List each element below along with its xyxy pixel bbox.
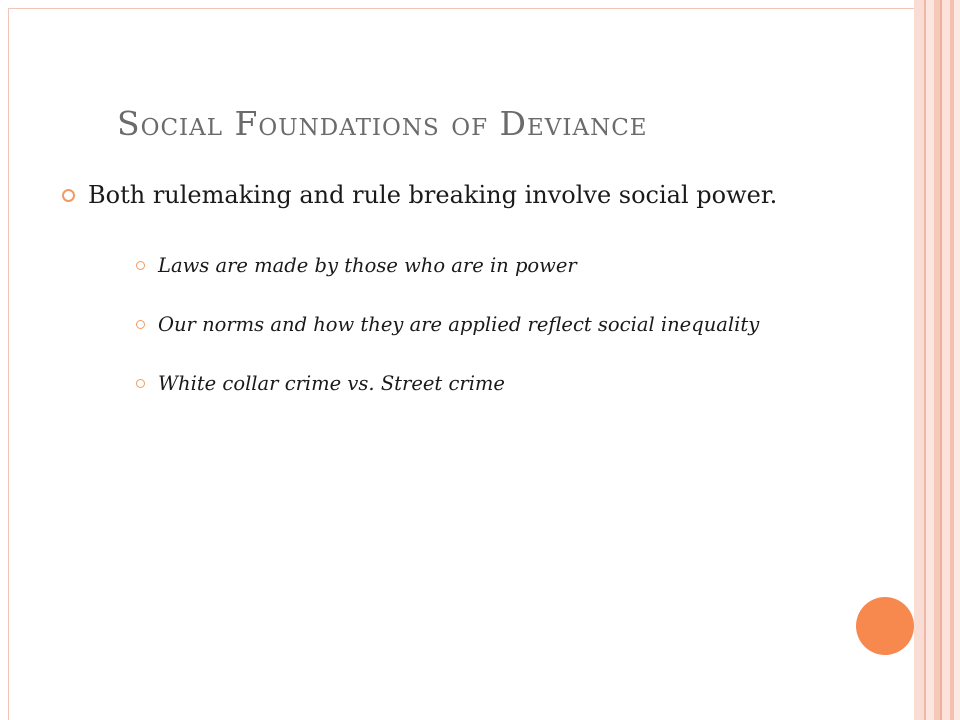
orange-circle-icon <box>856 597 914 655</box>
hollow-circle-bullet-icon <box>136 320 145 329</box>
stripe <box>914 0 924 720</box>
right-stripes <box>914 0 960 720</box>
hollow-circle-bullet-icon <box>62 189 75 202</box>
sub-bullet-text: White collar crime vs. Street crime <box>158 372 505 395</box>
main-bullet-text: Both rulemaking and rule breaking involve social power. <box>88 181 778 209</box>
sub-bullet <box>136 252 842 279</box>
sub-bullet <box>136 370 842 397</box>
sub-bullet-text: Laws are made by those who are in power <box>158 254 577 277</box>
main-bullet <box>62 178 842 212</box>
stripe <box>942 0 950 720</box>
stripe <box>926 0 934 720</box>
sub-bullet-list <box>62 252 842 397</box>
sub-bullet <box>136 311 842 338</box>
sub-bullet-text: Our norms and how they are applied reflect social inequality <box>158 313 760 336</box>
stripe <box>954 0 960 720</box>
hollow-circle-bullet-icon <box>136 261 145 270</box>
hollow-circle-bullet-icon <box>136 379 145 388</box>
slide-title: Social Foundations of Deviance <box>117 104 648 143</box>
bullet-list <box>62 178 842 429</box>
